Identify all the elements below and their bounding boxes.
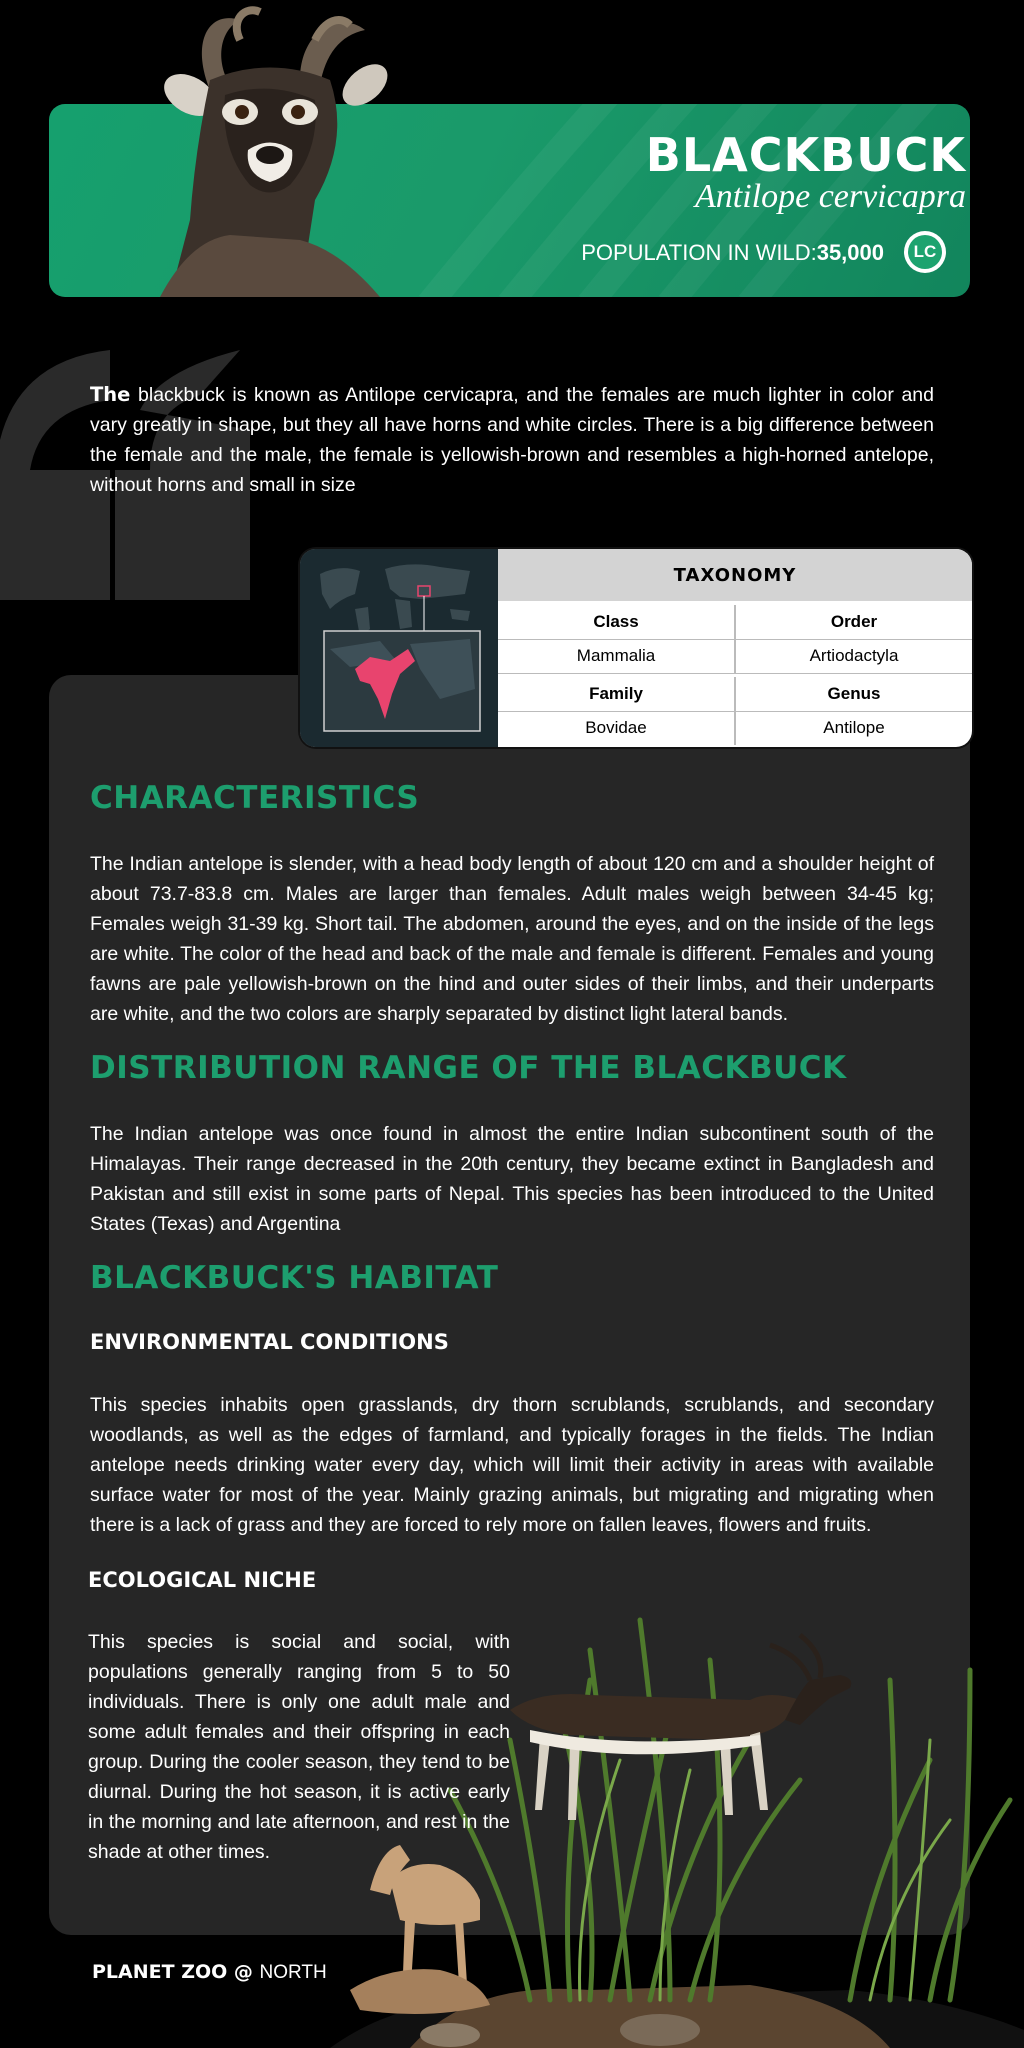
class-label: Class — [498, 605, 736, 639]
intro-paragraph — [90, 380, 934, 500]
order-value: Artiodactyla — [809, 646, 899, 665]
page-title: BLACKBUCK — [645, 128, 966, 182]
footer-separator: @ — [227, 1961, 260, 1983]
characteristics-text: The Indian antelope is slender, with a head body length of about 120 cm and a shoulder height of about 73.7-83.8 cm. Males are larger than females. Adult males weigh between 34-45 kg; Females weigh 31-39 kg. Short tail. The abdomen, around the eyes, and on the inside of the legs are white. The color of the head and back of the male and female is different. Females and young fawns are pale yellowish-brown on the hind and outer sides of their limbs, and their underparts are white, and the two colors are sharply separated by distinct light lateral bands. — [90, 853, 934, 1025]
taxonomy-heading: TAXONOMY — [498, 549, 972, 601]
scientific-name: Antilope cervicapra — [695, 178, 966, 215]
environmental-conditions-text: This species inhabits open grasslands, dry thorn scrublands, scrublands, and secondary woodlands, as well as the edges of farmland, and typically forages in the fields. The Indian antelope needs drinking water every day, which will limit their activity in areas with available surface water for most of the year. Mainly grazing animals, but migrating and migrating when there is a lack of grass and they are forced to rely more on fallen leaves, flowers and fruits. — [90, 1394, 934, 1536]
distribution-text: The Indian antelope was once found in almost the entire Indian subcontinent south of the Himalayas. Their range decreased in the 20th century, they became extinct in Bangladesh and Pakistan and still exist in some parts of Nepal. This species has been introduced to the United States (Texas) and Argentina — [90, 1123, 934, 1235]
genus-label: Genus — [827, 684, 881, 703]
genus-value: Antilope — [823, 718, 885, 737]
intro-text: blackbuck is known as Antilope cervicapra, and the females are much lighter in color and vary greatly in shape, but they all have horns and white circles. There is a big difference between the female and the male, the female is yellowish-brown and resembles a high-horned antelope, without horns and small in size — [90, 384, 934, 496]
population-value: 35,000 — [816, 240, 884, 265]
taxonomy-row-values-1 — [498, 639, 972, 674]
population-info — [581, 240, 884, 266]
distribution-heading: DISTRIBUTION RANGE OF THE BLACKBUCK — [90, 1050, 847, 1086]
taxonomy-row-labels-1 — [498, 605, 972, 640]
status-badge-text: LC — [908, 235, 942, 269]
habitat-heading: BLACKBUCK'S HABITAT — [90, 1260, 499, 1296]
taxonomy-card — [300, 549, 972, 747]
order-label: Order — [830, 612, 878, 631]
distribution-map — [300, 549, 498, 747]
taxonomy-table — [498, 549, 972, 747]
population-label: POPULATION IN WILD: — [581, 240, 817, 265]
footer-brand: PLANET ZOO — [92, 1961, 228, 1983]
conservation-status-badge — [904, 231, 946, 273]
intro-lead-word: The — [90, 383, 131, 406]
ecological-niche-heading: ECOLOGICAL NICHE — [88, 1568, 317, 1592]
footer-author: NORTH — [259, 1962, 327, 1983]
class-value: Mammalia — [498, 639, 736, 673]
footer-credit — [92, 1961, 327, 1984]
taxonomy-row-values-2 — [498, 711, 972, 745]
environmental-conditions-heading: ENVIRONMENTAL CONDITIONS — [90, 1330, 449, 1354]
family-label: Family — [498, 677, 736, 711]
family-value: Bovidae — [498, 711, 736, 745]
ecological-niche-text: This species is social and social, with populations generally ranging from 5 to 50 individuals. There is only one adult male and some adult females and their offspring in each group. During the cooler season, they tend to be diurnal. During the hot season, it is active early in the morning and late afternoon, and rest in the shade at other times. — [88, 1631, 510, 1863]
taxonomy-row-labels-2 — [498, 677, 972, 712]
characteristics-heading: CHARACTERISTICS — [90, 780, 420, 816]
blackbuck-head-illustration — [150, 0, 400, 297]
